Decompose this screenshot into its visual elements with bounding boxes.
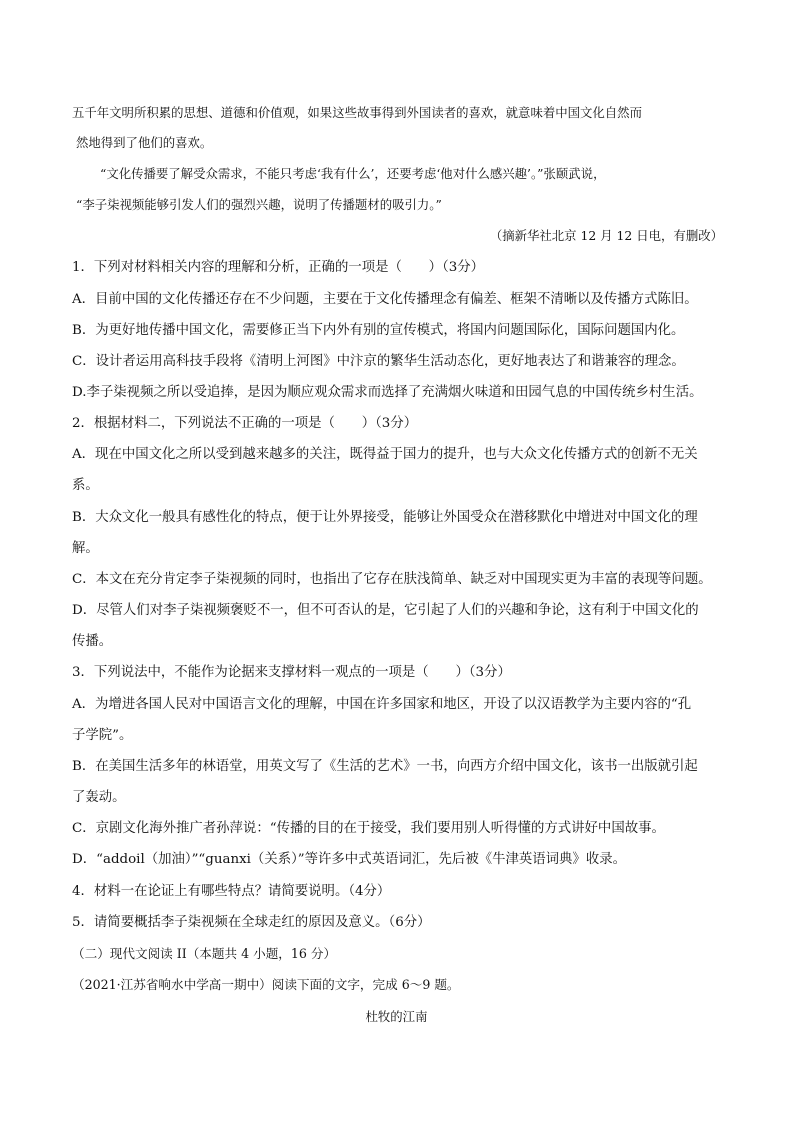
section-heading: （二）现代文阅读 II（本题共 4 小题，16 分） bbox=[72, 946, 337, 961]
option-line: B．为更好地传播中国文化，需要修正当下内外有别的宣传模式，将国内问题国际化，国际问题国内化。 bbox=[72, 323, 685, 338]
option-line: A．目前中国的文化传播还存在不少问题，主要在于文化传播理念有偏差、框架不清晰以及传播方式陈旧。 bbox=[72, 292, 698, 307]
option-line: C．本文在充分肯定李子柒视频的同时，也指出了它存在肤浅简单、缺乏对中国现实更为丰富的表现等问题。 bbox=[72, 572, 712, 587]
option-line: B．大众文化一般具有感性化的特点，便于让外界接受，能够让外国受众在潜移默化中增进对中国文化的理 bbox=[72, 510, 698, 525]
option-line: A．为增进各国人民对中国语言文化的理解，中国在许多国家和地区，开设了以汉语教学为主要内容的“孔 bbox=[72, 697, 692, 712]
passage-line: 五千年文明所积累的思想、道德和价值观，如果这些故事得到外国读者的喜欢，就意味着中国文化自然而 bbox=[72, 105, 642, 120]
question-stem: 4．材料一在论证上有哪些特点？请简要说明。（4分） bbox=[72, 884, 391, 899]
question-stem: 1．下列对材料相关内容的理解和分析，正确的一项是（ ）（3分） bbox=[72, 260, 485, 275]
option-line: A．现在中国文化之所以受到越来越多的关注，既得益于国力的提升，也与大众文化传播方式的创新不无关 bbox=[72, 447, 698, 462]
option-line: 了轰动。 bbox=[72, 790, 126, 805]
option-line: D．尽管人们对李子柒视频褒贬不一，但不可否认的是，它引起了人们的兴趣和争论，这有利于中国文化的 bbox=[72, 603, 699, 618]
passage-source: （摘新华社北京 12 月 12 日电，有删改） bbox=[489, 228, 723, 243]
passage-line: “李子柒视频能够引发人们的强烈兴趣，说明了传播题材的吸引力。” bbox=[76, 197, 442, 212]
poem-title: 杜牧的江南 bbox=[365, 1009, 428, 1024]
option-line: C．京剧文化海外推广者孙萍说：“传播的目的在于接受，我们要用别人听得懂的方式讲好中国故事。 bbox=[72, 821, 665, 836]
option-line: B．在美国生活多年的林语堂，用英文写了《生活的艺术》一书，向西方介绍中国文化，该书一出版就引起 bbox=[72, 759, 698, 774]
option-line: D.李子柒视频之所以受追捧，是因为顺应观众需求而选择了充满烟火味道和田园气息的中国传统乡村生活。 bbox=[72, 385, 703, 400]
passage-line: “文化传播要了解受众需求，不能只考虑‘我有什么’，还要考虑‘他对什么感兴趣’。”张颐武说， bbox=[100, 166, 606, 181]
option-line: 子学院”。 bbox=[72, 728, 133, 743]
question-stem: 3．下列说法中，不能作为论据来支撑材料一观点的一项是（ ）（3分） bbox=[72, 665, 511, 680]
section-intro: （2021·江苏省响水中学高一期中）阅读下面的文字，完成 6～9 题。 bbox=[72, 977, 460, 992]
option-line: 解。 bbox=[72, 541, 99, 556]
option-line: 传播。 bbox=[72, 634, 113, 649]
option-line: 系。 bbox=[72, 478, 99, 493]
option-line: C．设计者运用高科技手段将《清明上河图》中汴京的繁华生活动态化，更好地表达了和谐兼容的理念。 bbox=[72, 354, 685, 369]
option-line: D．“addoil（加油）”“guanxi（关系）”等许多中式英语词汇，先后被《牛津英语词典》收录。 bbox=[72, 852, 626, 867]
question-stem: 5．请简要概括李子柒视频在全球走红的原因及意义。（6分） bbox=[72, 915, 431, 930]
passage-line: 然地得到了他们的喜欢。 bbox=[76, 135, 213, 150]
question-stem: 2．根据材料二，下列说法不正确的一项是（ ）（3分） bbox=[72, 416, 418, 431]
